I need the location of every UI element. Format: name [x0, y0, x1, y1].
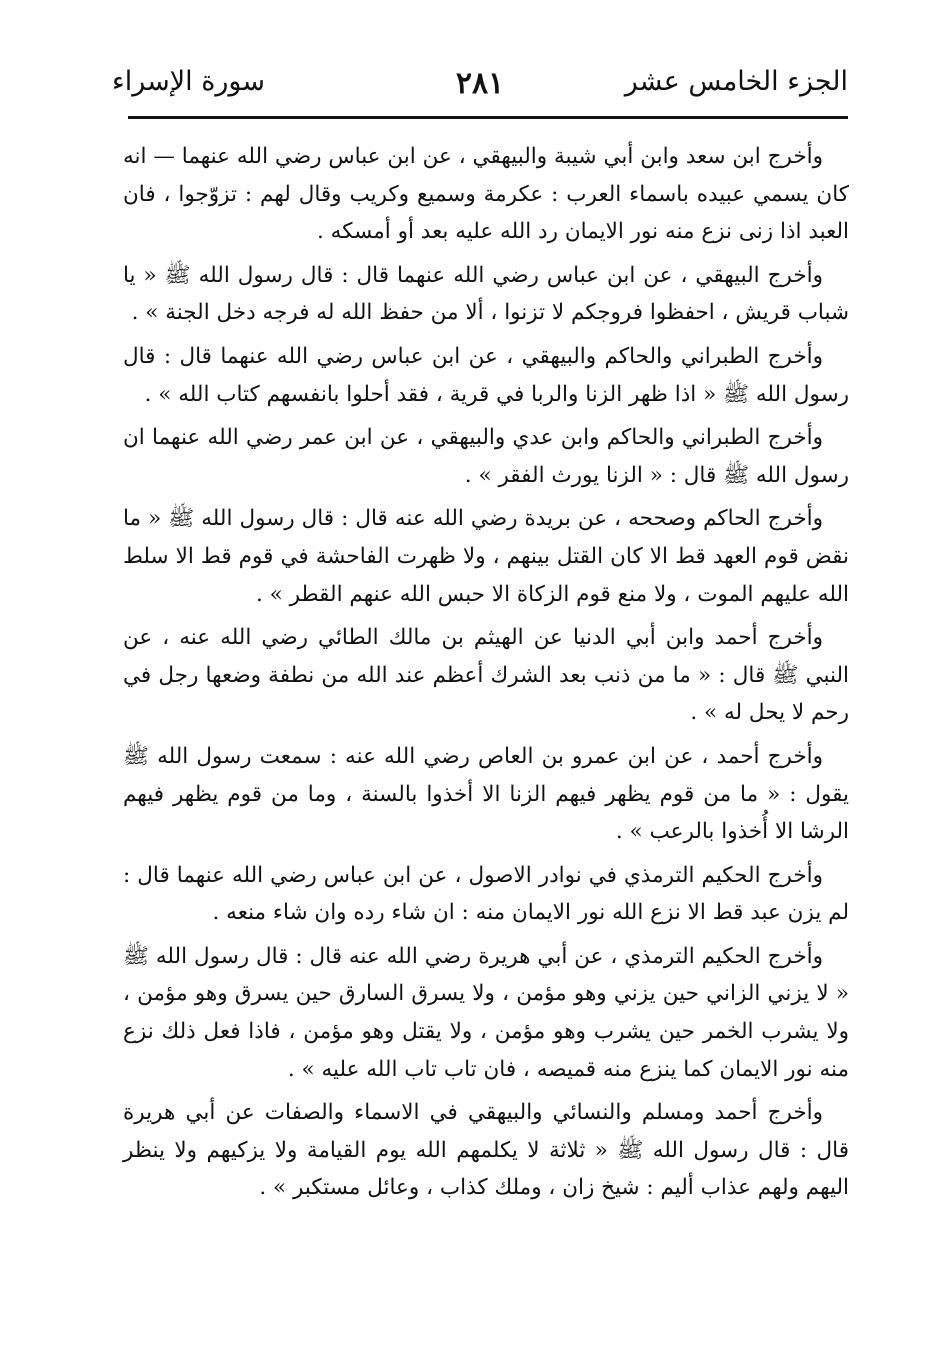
surah-title: سورة الإسراء — [112, 66, 265, 97]
paragraph: وأخرج ابن سعد وابن أبي شيبة والبيهقي ، عن ابن عباس رضي الله عنهما — انه كان يسمي عبيده باسماء العرب : عكرمة وسميع وكريب وقال لهم : تزوّجوا ، فان العبد اذا زنى نزع منه نور الايمان رد الله عليه بعد أو أمسكه . — [123, 144, 849, 245]
paragraph: وأخرج الطبراني والحاكم وابن عدي والبيهقي ، عن ابن عمر رضي الله عنهما ان رسول الله ﷺ قال : « الزنا يورث الفقر » . — [123, 425, 849, 488]
body-text — [123, 138, 849, 1213]
page-number: ٢٨١ — [455, 66, 505, 101]
juz-title: الجزء الخامس عشر — [624, 66, 848, 97]
paragraph: وأخرج أحمد ومسلم والنسائي والبيهقي في الاسماء والصفات عن أبي هريرة قال : قال رسول الله ﷺ « ثلاثة لا يكلمهم الله يوم القيامة ولا يزكيهم ولا ينظر اليهم ولهم عذاب أليم : شيخ زان ، وملك كذاب ، وعائل مستكبر » . — [123, 1100, 849, 1201]
paragraph: وأخرج الحاكم وصححه ، عن بريدة رضي الله عنه قال : قال رسول الله ﷺ « ما نقض قوم العهد قط الا كان القتل بينهم ، ولا ظهرت الفاحشة في قوم قط الا سلط الله عليهم الموت ، ولا منع قوم الزكاة الا حبس الله عنهم القطر » . — [123, 506, 849, 607]
paragraph: وأخرج أحمد ، عن ابن عمرو بن العاص رضي الله عنه : سمعت رسول الله ﷺ يقول : « ما من قوم يظهر فيهم الزنا الا أخذوا بالسنة ، وما من قوم يظهر فيهم الرشا الا أُخذوا بالرعب » . — [123, 743, 849, 845]
running-header — [112, 58, 848, 110]
paragraph: وأخرج الحكيم الترمذي ، عن أبي هريرة رضي الله عنه قال : قال رسول الله ﷺ « لا يزني الزاني حين يزني وهو مؤمن ، ولا يسرق السارق حين يسرق وهو مؤمن ، ولا يشرب الخمر حين يشرب وهو مؤمن ، ولا يقتل وهو مؤمن ، فاذا فعل ذلك نزع منه نور الايمان كما ينزع منه قميصه ، فان تاب تاب الله عليه » . — [123, 943, 849, 1082]
paragraph: وأخرج الطبراني والحاكم والبيهقي ، عن ابن عباس رضي الله عنهما قال : قال رسول الله ﷺ « اذا ظهر الزنا والربا في قرية ، فقد أحلوا بانفسهم كتاب الله » . — [123, 343, 849, 407]
paragraph: وأخرج أحمد وابن أبي الدنيا عن الهيثم بن مالك الطائي رضي الله عنه ، عن النبي ﷺ قال : « ما من ذنب بعد الشرك أعظم عند الله من نطفة وضعها رجل في رحم لا يحل له » . — [123, 625, 849, 726]
paragraph: وأخرج البيهقي ، عن ابن عباس رضي الله عنهما قال : قال رسول الله ﷺ « يا شباب قريش ، احفظوا فروجكم لا تزنوا ، ألا من حفظ الله له فرجه دخل الجنة » . — [123, 262, 849, 326]
paragraph: وأخرج الحكيم الترمذي في نوادر الاصول ، عن ابن عباس رضي الله عنهما قال : لم يزن عبد قط الا نزع الله نور الايمان منه : ان شاء رده وان شاء منعه . — [123, 862, 849, 926]
header-rule — [128, 116, 848, 119]
